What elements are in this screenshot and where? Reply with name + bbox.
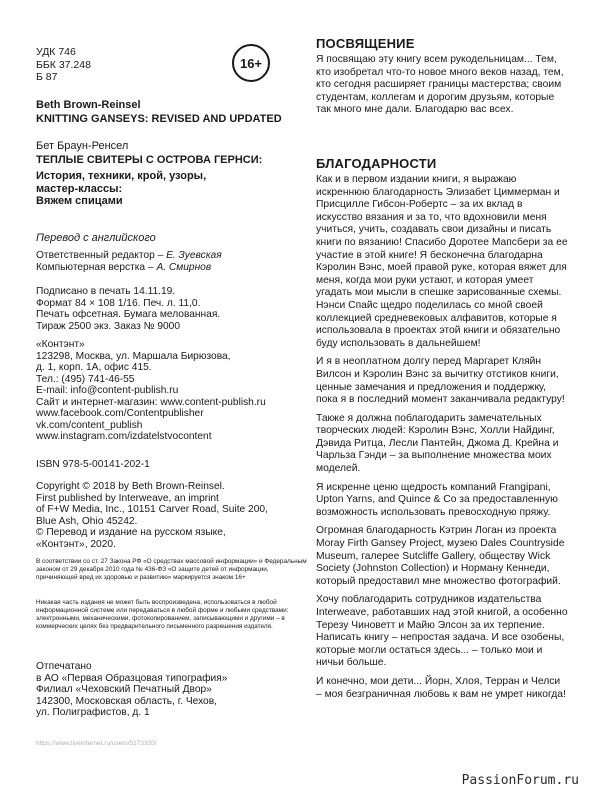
staff-role: Компьютерная верстка – xyxy=(36,262,157,273)
staff-line xyxy=(36,250,222,262)
staff-line xyxy=(36,262,222,274)
acknowledgement-paragraph: Огромная благодарность Кэтрин Логан из проекта Moray Firth Gansey Project, музею Dales Countryside Museum, галерее Sutcliffe Gallery, обществу Wick Society (Johnston Collection) и Норману Кеннеди, который предоставил мне множество фотографий. xyxy=(316,525,565,587)
copyright-line: of F+W Media, Inc., 10151 Carver Road, Suite 200, xyxy=(36,504,268,515)
subtitle-line: Вяжем спицами xyxy=(36,195,123,207)
staff-role: Ответственный редактор – xyxy=(36,250,167,261)
acknowledgement-paragraph: Хочу поблагодарить сотрудников издательства Interweave, работавших над этой книгой, а особенно Терезу Чиноветт и Майю Элсон за их терпение. Написать книгу – непростая задача. И все озобены, которые могли остаться здесь... – только мои и ничьи больше. xyxy=(316,594,568,669)
original-edition xyxy=(36,98,282,126)
watermark-url: https://www.liveinternet.ru/users/5173320/ xyxy=(36,740,157,747)
print-data xyxy=(36,286,220,332)
publisher-line: Сайт и интернет-магазин: www.content-publish.ru xyxy=(36,396,266,408)
subtitle-line: мастер-классы: xyxy=(36,182,123,195)
print-line: Печать офсетная. Бумага мелованная. xyxy=(36,309,221,320)
publisher-line: www.instagram.com/izdatelstvocontent xyxy=(36,431,212,442)
editorial-staff xyxy=(36,250,222,274)
acknowledgement-paragraph: И конечно, мои дети... Йорн, Хлоя, Терран и Челси – моя безграничная любовь к вам не умрет никогда! xyxy=(316,675,566,700)
russian-edition xyxy=(36,140,262,208)
original-author: Beth Brown-Reinsel xyxy=(36,99,141,111)
printing-house xyxy=(36,661,227,719)
subtitle-line: История, техники, крой, узоры, xyxy=(36,170,207,182)
bbk-code: ББК 37.248 xyxy=(36,58,91,71)
publisher-line: «Контэнт» xyxy=(36,339,85,350)
acknowledgement-paragraph: И я в неоплатном долгу перед Маргарет Кляйн Вилсон и Кэролин Вэнс за вычитку отстиков книги, ценные замечания и предложения и поддержку, пока я в последний момент заканчивала редактуру! xyxy=(316,356,565,406)
publisher-line: Тел.: (495) 741-46-55 xyxy=(36,373,135,385)
dedication-text: Я посвящаю эту книгу всем рукодельницам... Тем, кто изобретал что-то новое много веков назад, тем, кто сегодня расширяет границы мастерства; своим студентам, коллегам и дорогим друзьям, которые так много мне дали. Благодарю вас всех. xyxy=(316,54,564,116)
publisher-line: 123298, Москва, ул. Маршала Бирюзова, xyxy=(36,350,231,362)
isbn: ISBN 978-5-00141-202-1 xyxy=(36,459,150,470)
copyright-line: © Перевод и издание на русском языке, xyxy=(36,527,226,538)
copyright-info xyxy=(36,481,268,550)
printing-line: Отпечатано xyxy=(36,661,92,672)
staff-name: А. Смирнов xyxy=(156,262,212,273)
acknowledgement-paragraph: Я искренне ценю щедрость компаний Frangipani, Upton Yarns, and Quince & Co за предоставленную возможность использовать превосходную пряжу. xyxy=(316,481,558,518)
copyright-line: Blue Ash, Ohio 45242. xyxy=(36,515,138,527)
original-title: KNITTING GANSEYS: REVISED AND UPDATED xyxy=(36,113,282,125)
publisher-line: д. 1, корп. 1А, офис 415. xyxy=(36,362,152,373)
print-line: Подписано в печать 14.11.19. xyxy=(36,286,176,297)
catalog-codes xyxy=(36,46,91,84)
russian-title: ТЕПЛЫЕ СВИТЕРЫ С ОСТРОВА ГЕРНСИ: xyxy=(36,154,263,166)
russian-subtitle xyxy=(36,170,262,208)
dedication-title: ПОСВЯЩЕНИЕ xyxy=(316,36,415,51)
publisher-line: www.facebook.com/Contentpublisher xyxy=(36,408,204,419)
author-code: Б 87 xyxy=(36,71,58,83)
staff-name: Е. Зуевская xyxy=(166,250,222,261)
printing-line: Филиал «Чеховский Печатный Двор» xyxy=(36,684,212,695)
acknowledgement-paragraph: Как и в первом издании книги, я выражаю искреннюю благодарность Элизабет Циммерман и Присцилле Гибсон-Робертс – за их вклад в искусство вязания и за то, что вдохновили меня учиться, учить, создавать свои дизайны и писать книги по вязанию! Спасибо Доротее Мапсбери за ее участие в этой книге! Я бесконечна благодарна Кэролин Вэнс, моей правой руке, которая вяжет для меня, когда мои руки устают, и которая умеет угадать мои мысли в спешке зарисованные схемы. Нэнси Спайс щедро поделилась со мной своей коллекцией средневековых алфавитов, которые я использовала в проектах этой книги и обязательно буду использовать в дальнейшем! xyxy=(316,174,568,349)
printing-line: ул. Полиграфистов, д. 1 xyxy=(36,707,150,718)
age-rating-badge: 16+ xyxy=(232,44,270,82)
site-watermark: PassionForum.ru xyxy=(461,773,579,788)
print-line: Тираж 2500 экз. Заказ № 9000 xyxy=(36,320,181,332)
acknowledgements-body xyxy=(316,174,568,707)
printing-line: в АО «Первая Образцовая типография» xyxy=(36,672,228,684)
copyright-line: «Контэнт», 2020. xyxy=(36,538,116,550)
acknowledgements-title: БЛАГОДАРНОСТИ xyxy=(316,156,437,171)
translated-from: Перевод с английского xyxy=(36,232,156,244)
publisher-line: E-mail: info@content-publish.ru xyxy=(36,385,179,396)
printing-line: 142300, Московская область, г. Чехов, xyxy=(36,695,217,707)
russian-author: Бет Браун-Ренсел xyxy=(36,140,129,152)
udk-code: УДК 746 xyxy=(36,46,76,58)
legal-notice: В соответствии со ст. 27 Закона РФ «О средствах массовой информации» и Федеральным законом от 29 декабря 2010 года № 436-ФЗ «О защите детей от информации, причиняющей вред их здоровью и развитию» маркируется знаком 16+ xyxy=(36,558,307,581)
print-line: Формат 84 × 108 1/16. Печ. л. 11,0. xyxy=(36,297,201,309)
copyright-line: Copyright © 2018 by Beth Brown-Reinsel. xyxy=(36,481,225,492)
publisher-line: vk.com/content_publish xyxy=(36,419,143,431)
publisher-info xyxy=(36,339,266,443)
acknowledgement-paragraph: Также я должна поблагодарить замечательных творческих людей: Кэролин Вэнс, Холли Найдинг, Дэвида Ритца, Лесли Пантейн, Джома Д. Крейна и Чарльза Гэнди – за выполнение множества моих моделей. xyxy=(316,412,559,475)
copyright-line: First published by Interweave, an imprint xyxy=(36,492,219,504)
rights-notice: Никакая часть издания не может быть воспроизведена, использоваться в любой информационной системе или передаваться в любой форме и любыми средствами: электронными, механическими, фотокопированием, записывающими и другими – в коммерческих целях без предварительного письменного разрешения издателя. xyxy=(36,599,289,630)
